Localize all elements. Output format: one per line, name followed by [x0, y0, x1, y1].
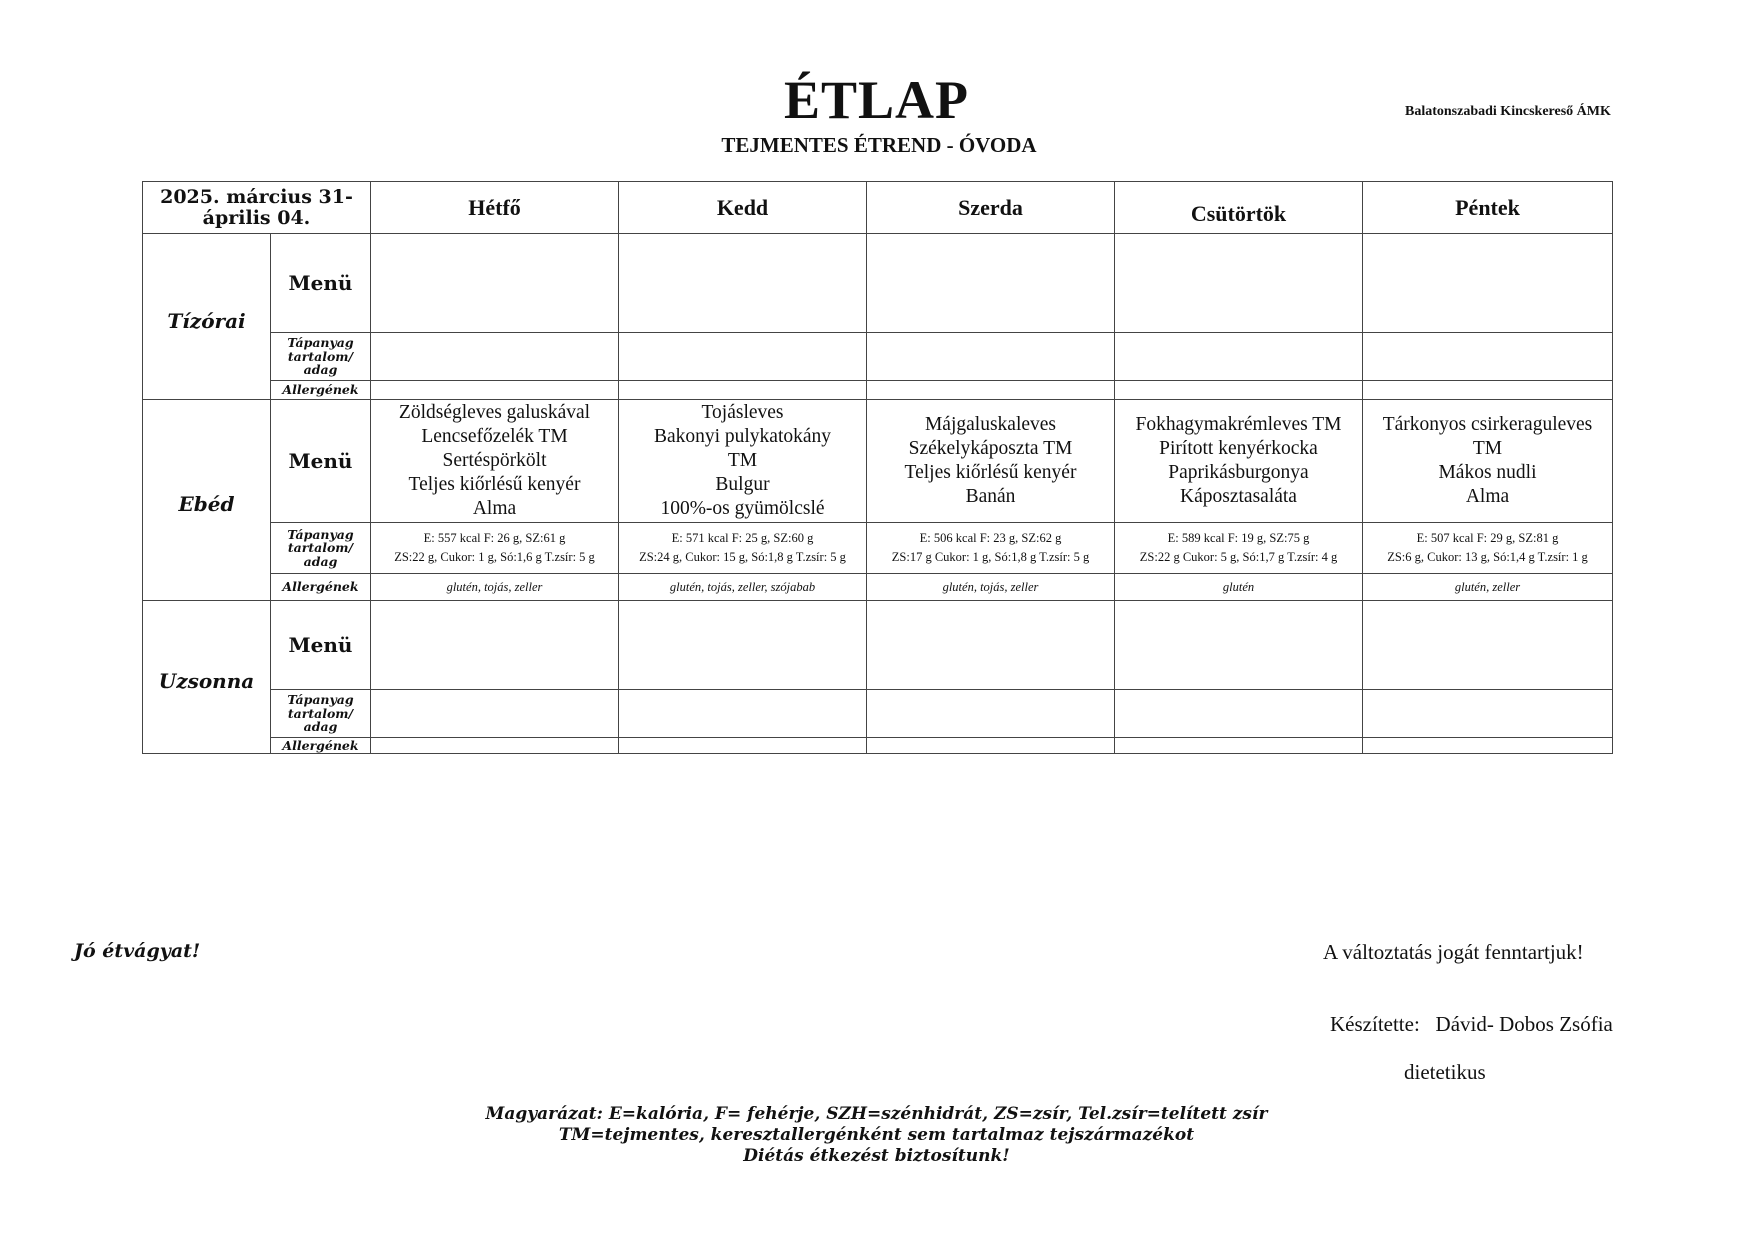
nutrition-line: ZS:6 g, Cukor: 13 g, Só:1,4 g T.zsír: 1 g: [1387, 550, 1588, 564]
dish-item: Pirított kenyérkocka: [1159, 438, 1318, 459]
menu-cell-thursday: [1115, 400, 1363, 523]
row-label-allergens: Allergének: [271, 574, 371, 601]
menu-cell-friday: [1363, 400, 1613, 523]
nutrition-line: E: 589 kcal F: 19 g, SZ:75 g: [1167, 531, 1310, 545]
row-label-nutrition: [271, 523, 371, 574]
dish-item: Sertéspörkölt: [442, 450, 547, 471]
menu-cell-tuesday: [619, 601, 867, 690]
dish-item: Zöldségleves galuskával: [398, 402, 591, 423]
nutrition-line: E: 506 kcal F: 23 g, SZ:62 g: [919, 531, 1062, 545]
dish-item: Paprikásburgonya: [1168, 462, 1309, 483]
nutrition-line: ZS:22 g Cukor: 5 g, Só:1,7 g T.zsír: 4 g: [1139, 550, 1338, 564]
menu-cell-wednesday: [867, 601, 1115, 690]
row-label-menu: Menü: [271, 234, 371, 333]
page-subtitle: TEJMENTES ÉTREND - ÓVODA: [721, 133, 1037, 157]
nutrition-cell-friday: [1363, 333, 1613, 381]
dish-item: Bakonyi pulykatokány: [653, 426, 832, 447]
row-label-allergens: Allergének: [271, 381, 371, 400]
nutrition-cell-friday: [1363, 523, 1613, 574]
allergens-cell-monday: [371, 738, 619, 754]
meal-nutrition-row: [143, 690, 1613, 738]
dish-item: Káposztasaláta: [1180, 486, 1297, 507]
nutrition-cell-tuesday: [619, 690, 867, 738]
date-range-line: 2025. március 31-: [160, 185, 353, 208]
dish-item: Tojásleves: [701, 402, 784, 423]
menu-cell-tuesday: [619, 400, 867, 523]
dish-item: Teljes kiőrlésű kenyér: [408, 474, 581, 495]
day-header-wednesday: Szerda: [867, 182, 1115, 234]
row-label-allergens: Allergének: [271, 738, 371, 754]
allergens-cell-tuesday: glutén, tojás, zeller, szójabab: [619, 574, 867, 601]
prepared-by-text: Készítette: Dávid- Dobos Zsófia: [1330, 1012, 1613, 1036]
nutrition-cell-thursday: [1115, 523, 1363, 574]
row-label-line: adag: [303, 362, 338, 378]
allergens-cell-tuesday: [619, 381, 867, 400]
nutrition-cell-friday: [1363, 690, 1613, 738]
meal-nutrition-row: [143, 333, 1613, 381]
row-label-line: tartalom/: [287, 540, 354, 556]
date-range-cell: [143, 182, 371, 234]
meal-name-uzsonna: Uzsonna: [143, 601, 271, 754]
bon-appetit-text: Jó étvágyat!: [74, 940, 201, 962]
nutrition-cell-wednesday: [867, 690, 1115, 738]
rights-reserved-text: A változtatás jogát fenntartjuk!: [1323, 940, 1584, 964]
allergens-cell-friday: [1363, 381, 1613, 400]
row-label-line: tartalom/: [287, 348, 354, 364]
dish-item: TM: [727, 450, 758, 471]
legend-line: Diétás étkezést biztosítunk!: [743, 1146, 1010, 1166]
nutrition-line: E: 571 kcal F: 25 g, SZ:60 g: [671, 531, 814, 545]
nutrition-line: E: 507 kcal F: 29 g, SZ:81 g: [1416, 531, 1559, 545]
dish-item: Bulgur: [715, 474, 770, 495]
nutrition-cell-tuesday: [619, 523, 867, 574]
nutrition-line: ZS:24 g, Cukor: 15 g, Só:1,8 g T.zsír: 5 g: [639, 550, 846, 564]
menu-cell-monday: [371, 400, 619, 523]
meal-nutrition-row: [143, 523, 1613, 574]
day-header-thursday: Csütörtök: [1115, 182, 1363, 234]
menu-cell-tuesday: [619, 234, 867, 333]
allergens-cell-wednesday: [867, 381, 1115, 400]
preparer-role-text: dietetikus: [1404, 1060, 1486, 1084]
dish-item: Májgaluskaleves: [924, 414, 1057, 435]
nutrition-cell-monday: [371, 333, 619, 381]
row-label-menu: Menü: [271, 400, 371, 523]
legend-line: TM=tejmentes, keresztallergénként sem tartalmaz tejszármazékot: [558, 1125, 1195, 1145]
meal-menu-row: [143, 400, 1613, 523]
menu-cell-friday: [1363, 601, 1613, 690]
allergens-cell-wednesday: glutén, tojás, zeller: [867, 574, 1115, 601]
row-label-nutrition: [271, 333, 371, 381]
menu-cell-wednesday: [867, 400, 1115, 523]
nutrition-cell-wednesday: [867, 523, 1115, 574]
nutrition-line: ZS:22 g, Cukor: 1 g, Só:1,6 g T.zsír: 5 g: [394, 550, 595, 564]
allergens-cell-thursday: glutén: [1115, 574, 1363, 601]
allergens-cell-friday: [1363, 738, 1613, 754]
nutrition-cell-monday: [371, 523, 619, 574]
dish-item: Lencsefőzelék TM: [421, 426, 568, 447]
date-range-line: április 04.: [202, 206, 311, 229]
allergens-cell-friday: glutén, zeller: [1363, 574, 1613, 601]
dish-item: Banán: [965, 486, 1016, 507]
allergens-cell-thursday: [1115, 738, 1363, 754]
dish-item: Alma: [472, 498, 517, 519]
meal-menu-row: [143, 234, 1613, 333]
weekly-menu-table: [142, 181, 1613, 754]
menu-cell-friday: [1363, 234, 1613, 333]
legend-block: [0, 1104, 1753, 1167]
nutrition-line: ZS:17 g Cukor: 1 g, Só:1,8 g T.zsír: 5 g: [891, 550, 1090, 564]
nutrition-cell-thursday: [1115, 690, 1363, 738]
menu-cell-thursday: [1115, 234, 1363, 333]
row-label-line: Tápanyag: [287, 692, 354, 708]
row-label-line: adag: [303, 719, 338, 735]
meal-allergens-row: [143, 574, 1613, 601]
organization-name: Balatonszabadi Kincskereső ÁMK: [1405, 104, 1611, 119]
day-header-monday: Hétfő: [371, 182, 619, 234]
row-label-line: Tápanyag: [287, 526, 354, 542]
meal-name-tizorai: Tízórai: [143, 234, 271, 400]
page-title: ÉTLAP: [783, 70, 970, 130]
nutrition-cell-tuesday: [619, 333, 867, 381]
dish-item: 100%-os gyümölcslé: [660, 498, 825, 519]
menu-cell-thursday: [1115, 601, 1363, 690]
legend-line: Magyarázat: E=kalória, F= fehérje, SZH=szénhidrát, ZS=zsír, Tel.zsír=telített zsír: [485, 1104, 1268, 1124]
allergens-cell-wednesday: [867, 738, 1115, 754]
dish-item: Teljes kiőrlésű kenyér: [904, 462, 1077, 483]
dish-item: Székelykáposzta TM: [908, 438, 1073, 459]
row-label-line: Tápanyag: [287, 335, 354, 351]
row-label-nutrition: [271, 690, 371, 738]
meal-allergens-row: [143, 738, 1613, 754]
allergens-cell-monday: [371, 381, 619, 400]
row-label-line: tartalom/: [287, 705, 354, 721]
nutrition-cell-monday: [371, 690, 619, 738]
meal-menu-row: [143, 601, 1613, 690]
menu-cell-wednesday: [867, 234, 1115, 333]
nutrition-line: E: 557 kcal F: 26 g, SZ:61 g: [423, 531, 566, 545]
dish-item: Alma: [1465, 486, 1510, 507]
header-row: [143, 182, 1613, 234]
nutrition-cell-wednesday: [867, 333, 1115, 381]
row-label-menu: Menü: [271, 601, 371, 690]
menu-cell-monday: [371, 234, 619, 333]
dish-item: Mákos nudli: [1438, 462, 1537, 483]
allergens-cell-thursday: [1115, 381, 1363, 400]
meal-name-ebed: Ebéd: [143, 400, 271, 601]
day-header-friday: Péntek: [1363, 182, 1613, 234]
day-header-tuesday: Kedd: [619, 182, 867, 234]
nutrition-cell-thursday: [1115, 333, 1363, 381]
allergens-cell-monday: glutén, tojás, zeller: [371, 574, 619, 601]
dish-item: Tárkonyos csirkeraguleves: [1382, 414, 1593, 435]
allergens-cell-tuesday: [619, 738, 867, 754]
dish-item: Fokhagymakrémleves TM: [1135, 414, 1342, 435]
row-label-line: adag: [303, 553, 338, 569]
meal-allergens-row: [143, 381, 1613, 400]
menu-cell-monday: [371, 601, 619, 690]
dish-item: TM: [1472, 438, 1503, 459]
